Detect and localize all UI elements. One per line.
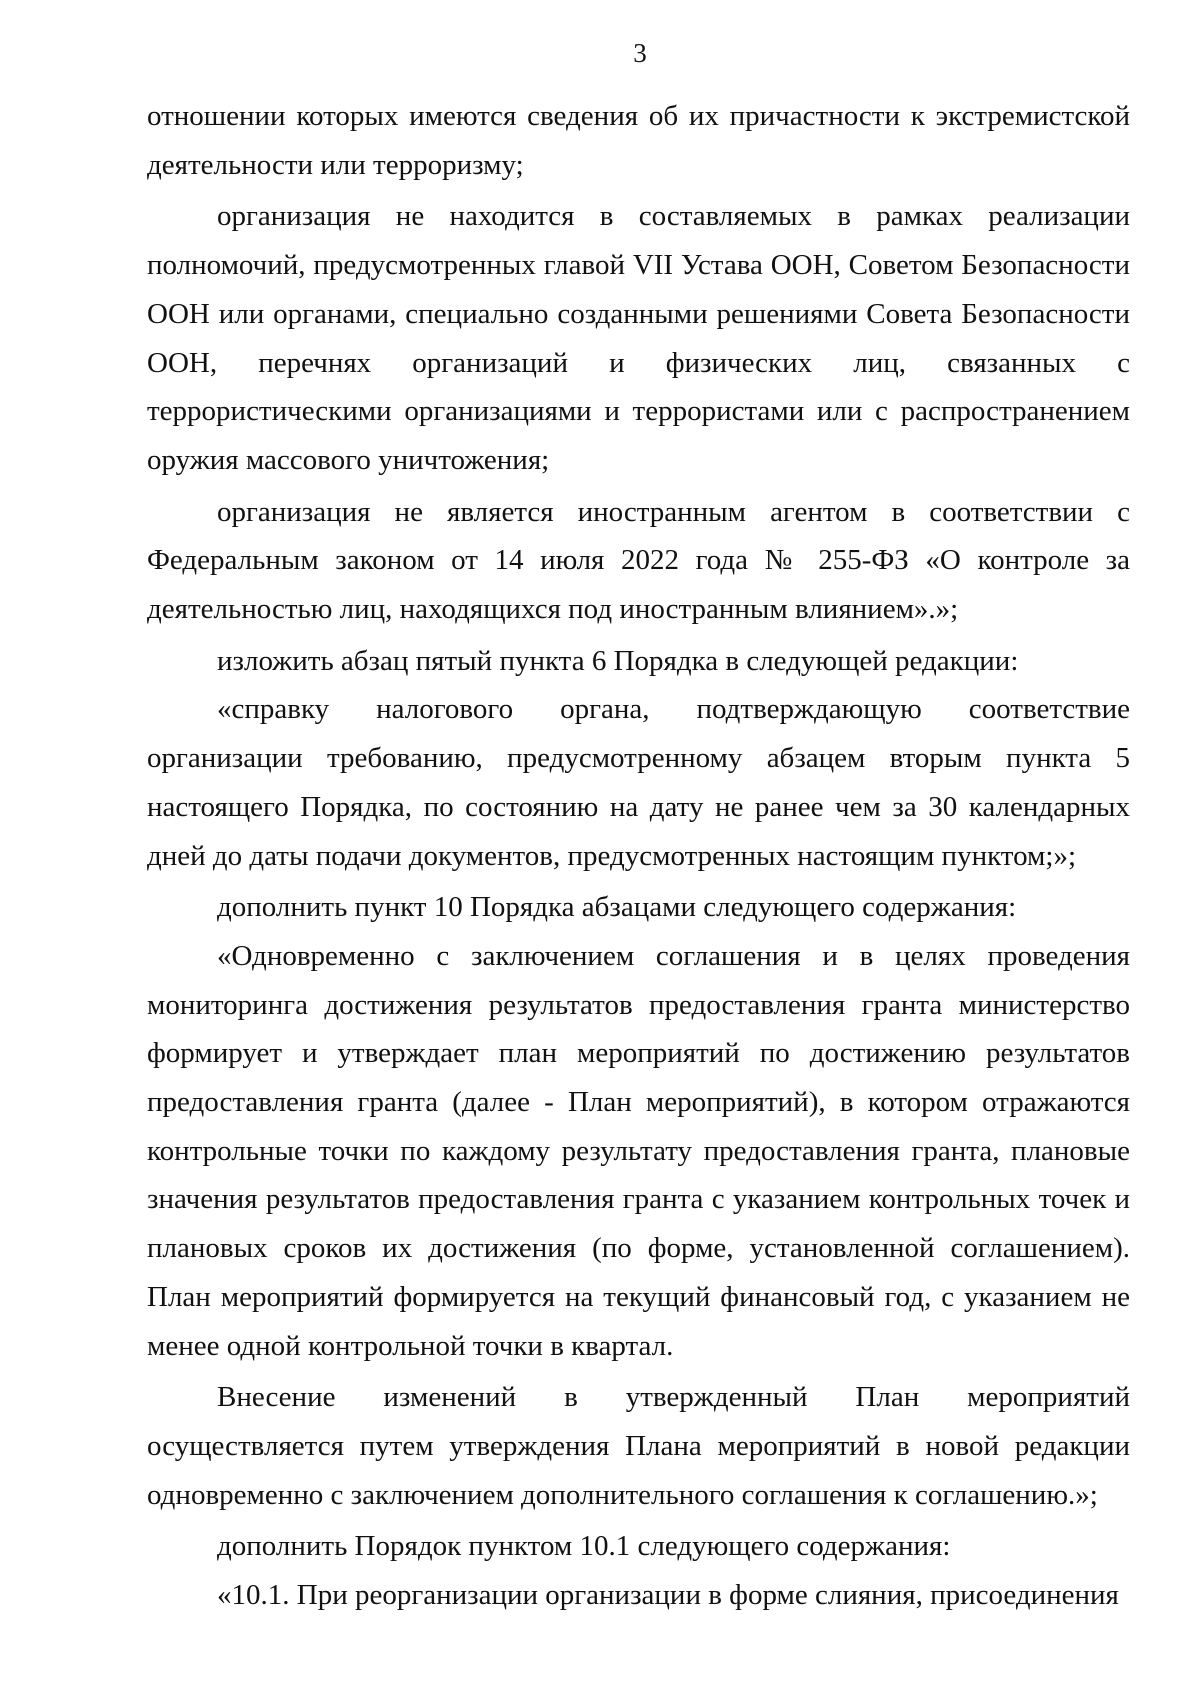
paragraph-7: «Одновременно с заключением соглашения и в целях проведения мониторинга достижения результатов предоставления гранта министерство формирует и утверждает план мероприятий по достижению результатов предоставления гранта (далее - План мероприятий), в котором отражаются контрольные точки по каждому результату предоставления гранта, плановые значения результатов предоставления гранта с указанием контрольных точек и плановых сроков их достижения (по форме, установленной соглашением). План мероприятий формируется на текущий финансовый год, с указанием не менее одной контрольной точки в квартал.: [147, 939, 1130, 1362]
paragraph-3: организация не является иностранным агентом в соответствии с Федеральным законом от 14 июля 2022 года № 255-ФЗ «О контроле за деятельностью лиц, находящихся под иностранным влиянием».»;: [147, 495, 1130, 626]
document-body: [147, 92, 1130, 1620]
paragraph-6: дополнить пункт 10 Порядка абзацами следующего содержания:: [217, 891, 1017, 924]
paragraph-1: отношении которых имеются сведения об их причастности к экстремистской деятельности или терроризму;: [147, 100, 1130, 181]
paragraph-4: изложить абзац пятый пункта 6 Порядка в следующей редакции:: [217, 644, 1019, 677]
page-number: 3: [633, 38, 647, 68]
paragraph-9: дополнить Порядок пунктом 10.1 следующего содержания:: [217, 1530, 951, 1563]
paragraph-5: «справку налогового органа, подтверждающую соответствие организации требованию, предусмотренному абзацем вторым пункта 5 настоящего Порядка, по состоянию на дату не ранее чем за 30 календарных дней до даты подачи документов, предусмотренных настоящим пунктом;»;: [147, 693, 1130, 872]
paragraph-10: «10.1. При реорганизации организации в форме слияния, присоединения: [217, 1579, 1119, 1612]
paragraph-8: Внесение изменений в утвержденный План мероприятий осуществляется путем утверждения Плана мероприятий в новой редакции одновременно с заключением дополнительного соглашения к соглашению.»;: [147, 1381, 1130, 1511]
paragraph-2: организация не находится в составляемых в рамках реализации полномочий, предусмотренных главой VII Устава ООН, Советом Безопасности ООН или органами, специально созданными решениями Совета Безопасности ООН, перечнях организаций и физических лиц, связанных с террористическими организациями и террористами или с распространением оружия массового уничтожения;: [147, 200, 1130, 476]
